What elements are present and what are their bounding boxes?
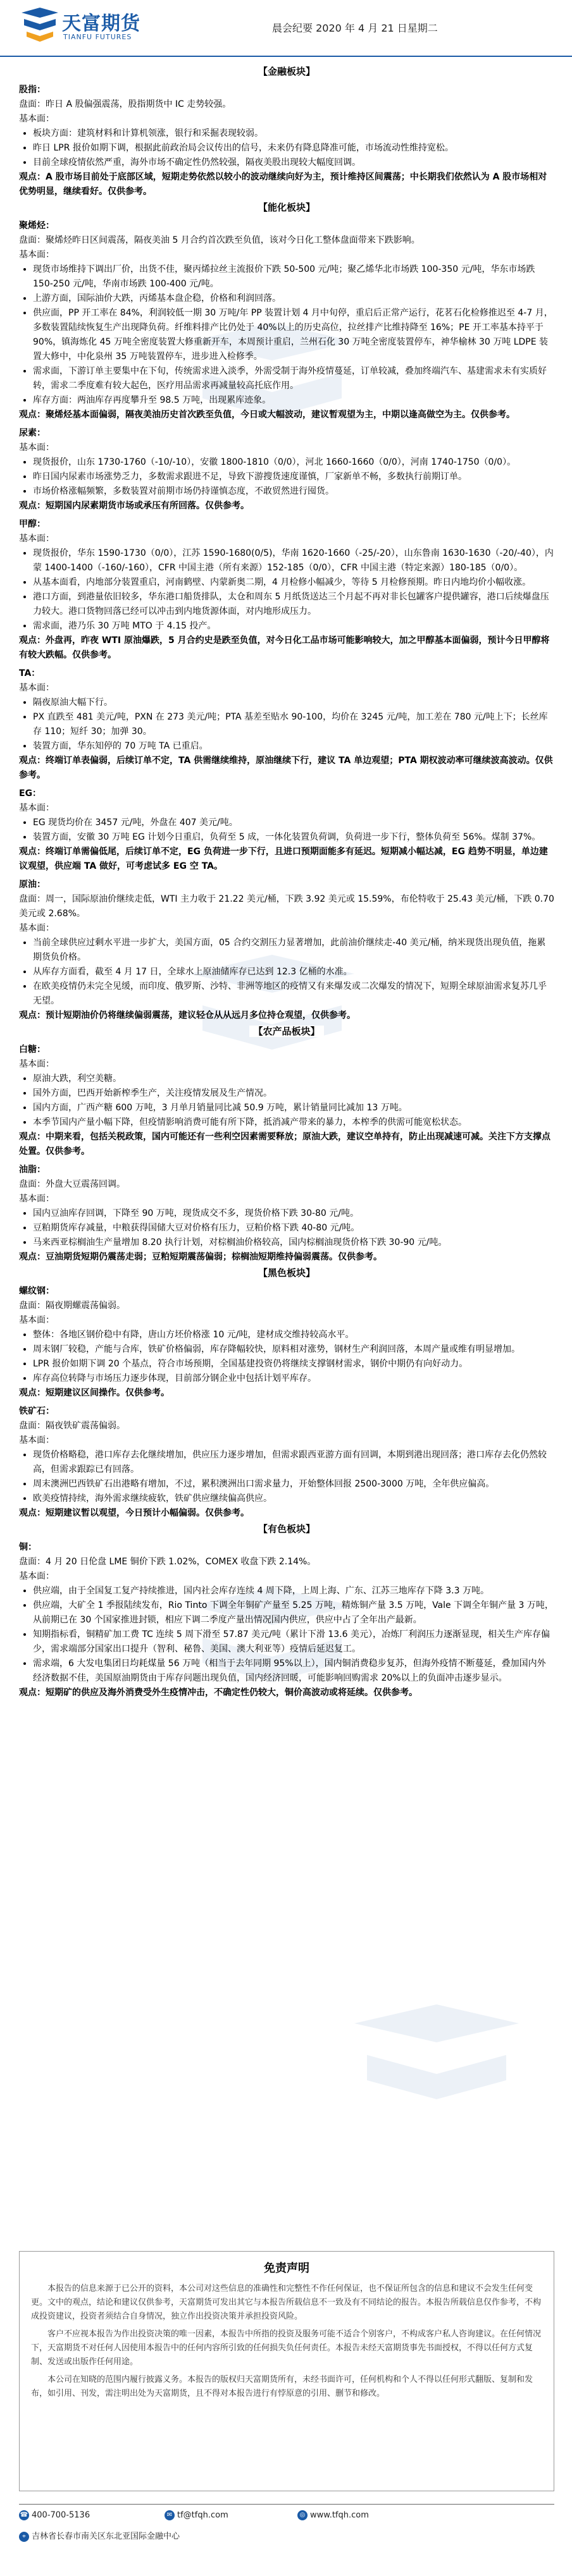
section-title-text: 【农产品板块】 (249, 1026, 323, 1037)
view-conclusion: 观点：终端订单表偏弱，后续订单不定，TA 供需继续维持，原油继续下行，建议 TA 单边观望；PTA 期权波动率可继续波高波动。仅供参考。 (19, 756, 553, 780)
report-body (19, 63, 554, 1700)
report-subtitle: 晨会纪要 2020 年 4 月 21 日星期二 (272, 22, 438, 34)
fundamentals-item: • 原油大跌，利空美糖。 (33, 1072, 554, 1086)
fundamentals-item: • 整体：各地区钢价稳中有降，唐山方坯价格涨 10 元/吨，建材成交维持较高水平。 (33, 1328, 554, 1342)
commodity-line: 基本面： (19, 923, 54, 933)
fundamentals-item: • 供应端，大矿全 1 季报陆续发布，Rio Tinto 下调全年铜矿产量至 5.25 万吨，精炼铜产量 3.5 万吨，Vale 下调全年铜产量 3 万吨，从前期已在 30 个国家推进封锁，相应下调二季度产量出情况国内供应，供应中占了全年出产最新。 (33, 1598, 554, 1628)
fundamentals-item: • 从库存方面看，截至 4 月 17 日，全球水上原油储库存已达到 12.3 亿桶的水准。 (33, 965, 554, 979)
logo (18, 5, 140, 51)
fundamentals-item: • 现货报价，山东 1730-1760（-10/-10），安徽 1800-1810（0/0），河北 1660-1660（0/0），河南 1740-1750（0/0）。 (33, 455, 554, 470)
commodity-line: 盘面：聚烯烃昨日区间震荡，隔夜美油 5 月合约首次跌至负值，该对今日化工整体盘面带来下跌影响。 (19, 235, 420, 245)
phone-text: 400-700-5136 (32, 2510, 90, 2520)
section-title-text: 【有色板块】 (254, 1523, 319, 1535)
commodity-line: 基本面： (19, 114, 54, 124)
fundamentals-item: • 装置方面，华东知停的 70 万吨 TA 已重启。 (33, 739, 554, 754)
footer-divider (19, 2504, 554, 2505)
fundamentals-list (19, 816, 554, 845)
commodity-line: 盘面：周一，国际原油价继续走低，WTI 主力收于 21.22 美元/桶，下跌 3.92 美元或 15.59%，布伦特收于 25.43 美元/桶，下跌 0.70 美元或 2.68%。 (19, 894, 554, 919)
commodity-heading: 股指： (19, 85, 46, 95)
header-divider (0, 56, 572, 57)
commodity-heading: 铜： (19, 1542, 37, 1552)
footer-address (19, 2529, 180, 2542)
footer-contacts (19, 2510, 554, 2529)
fundamentals-item: • 国内方面，广西产糖 600 万吨，3 月单月销量同比减 50.9 万吨，累计销量同比减加 13 万吨。 (33, 1101, 554, 1115)
disclaimer-paragraph: 客户不应视本报告为作出投资决策的唯一因素，本报告中所指的投资及服务可能不适合个别客户，不构成客户私人咨询建议。在任何情况下，天富期货不对任何人因使用本报告中的任何内容所引致的任何损失负任何责任。本报告未经天富期货事先书面授权，不得以任何方式复制、发送或出版作任何用途。 (31, 2329, 542, 2367)
commodity-line: 基本面： (19, 1571, 54, 1581)
footer-phone (19, 2510, 90, 2520)
commodity-line: 基本面： (19, 1315, 54, 1325)
fundamentals-item: • 周末澳洲巴西铁矿石出港略有增加，不过，累积澳洲出口需求量力，开始整体回报 2500-3000 万吨，全年供应偏高。 (33, 1477, 554, 1492)
fundamentals-item: • 当前全球供应过剩水平进一步扩大，美国方面，05 合约交割压力显著增加，此前油价继续走-40 美元/桶，纳米现货出现负值，拖累期货负价格。 (33, 936, 554, 965)
fundamentals-list (19, 1448, 554, 1506)
phone-icon: ☎ (19, 2510, 29, 2520)
commodity-line: 基本面： (19, 1194, 54, 1204)
commodity-heading: TA： (19, 668, 40, 678)
fundamentals-item: • 昨日国内尿素市场涨势乏力，多数需求跟进不足，导致下游搜货速度谨慎，厂家新单不畅，多数执行前期订单。 (33, 470, 554, 484)
disclaimer-paragraph: 本公司在知晓的范围内履行披露义务。本报告的版权归天富期货所有，未经书面许可，任何机构和个人不得以任何形式翻版、复制和发布，如引用、刊发，需注明出处为天富期货，且不得对本报告进行有悖原意的引用、删节和修改。 (31, 2375, 533, 2398)
fundamentals-item: • 现货价格略稳，港口库存去化继续增加，供应压力逐步增加，但需求跟西亚游方面有回调，本期到港出现回落；港口库存去化仍然较高，但需求跟踪已有回落。 (33, 1448, 554, 1477)
section-title-text: 【金融板块】 (254, 66, 319, 77)
fundamentals-list (19, 1072, 554, 1130)
website-text: www.tfqh.com (310, 2510, 369, 2520)
fundamentals-item: • 欧美疫情持续，海外需求继续疲软，铁矿供应继续偏高供应。 (33, 1492, 554, 1506)
commodity-line: 盘面：隔夜铁矿震荡偏弱。 (19, 1421, 125, 1431)
footer-website[interactable] (297, 2510, 369, 2520)
fundamentals-list (19, 936, 554, 1009)
commodity-line: 基本面： (19, 1059, 54, 1069)
disclaimer-paragraph: 本报告的信息来源于已公开的资料，本公司对这些信息的准确性和完整性不作任何保证，也不保证所包含的信息和建议不会发生任何变更。文中的观点，结论和建议仅供参考，天富期货可发出其它与本报告所载信息不一致及有不同结论的报告。本报告所载信息仅作参考，不构成投资建议，投资者须结合自身情况，独立作出投资决策并承担投资风险。 (31, 2284, 542, 2321)
commodity-heading: 油脂： (19, 1165, 46, 1175)
view-conclusion: 观点：中期来看，包括关税政策，国内可能还有一些利空因素需要释放；原油大跌，建议空单持有，防止出现减速可减。关注下方支撑点处置。仅供参考。 (19, 1132, 550, 1156)
fundamentals-item: • 库存高位转降与市场压力逐步体现，目前部分钢企业中包括计划平库存。 (33, 1371, 554, 1386)
commodity-line: 基本面： (19, 443, 54, 453)
fundamentals-item: • 本季节国内产量小幅下降，但疫情影响消费可能有所下降，抵消减产带来的暴力，本榨季的供需可能宽松状态。 (33, 1115, 554, 1130)
fundamentals-item: • 板块方面：建筑材料和计算机领涨，银行和采掘表现较弱。 (33, 126, 554, 141)
fundamentals-item: • 昨日 LPR 报价如期下调，根据此前政治局会议传出的信号，未来仍有降息降准可能，市场流动性维持宽松。 (33, 141, 554, 156)
view-conclusion: 观点：短期建议暂以观望，今日预计小幅偏弱。仅供参考。 (19, 1508, 249, 1518)
fundamentals-item: • 马来西亚棕榈油生产量增加 8.20 执行计划，对棕榈油价格较高，国内棕榈油现货价格下跌 30-90 元/吨。 (33, 1236, 554, 1250)
view-conclusion: 观点：终端订单需偏低尾，后续订单不定，EG 负荷进一步下行，且进口预期面能多有延迟。短期减小幅达减，EG 趋势不明显，单边建议观望，供应端 TA 做好，可考虑试多 EG 空 TA。 (19, 847, 548, 871)
fundamentals-item: • 现货市场维持下调出厂价，出货不佳，聚丙烯拉丝主流报价下跌 50-500 元/吨；聚乙烯华北市场跌 100-350 元/吨，华东市场跌 150-250 元/吨，华南市场跌 100-400 元/吨。 (33, 262, 554, 291)
fundamentals-item: • 需求端，6 大发电集团日均耗煤量 56 万吨（相当于去年同期 95%以上），国内铜消费稳步复苏，但海外疫情不断蔓延，叠加国内外经济数据不佳，美国原油期货由于库存问题出现负值，国内经济回暖，可能影响回购需求 20%以上的负面冲击逐步显示。 (33, 1657, 554, 1686)
fundamentals-item: • EG 现货均价在 3457 元/吨，外盘在 407 美元/吨。 (33, 816, 554, 830)
fundamentals-item: • 需求面，下游订单主要集中在下旬，传统需求进入淡季，外需受制于海外疫情蔓延，订单较减，叠加终端汽车、基建需求未有实质好转，需求二季度难有较大起色，医疗用品需求再减量较高托底作用。 (33, 364, 554, 393)
fundamentals-item: • PX 直跌至 481 美元/吨，PXN 在 273 美元/吨；PTA 基差至贴水 90-100，均价在 3245 元/吨，加工差在 780 元/吨上下；长丝库存 110；短纤 30；加弹 30。 (33, 710, 554, 739)
email-text: tf@tfqh.com (177, 2510, 228, 2520)
view-conclusion: 观点：预计短期油价仍将继续偏弱震荡，建议轻仓从从远月多位持仓观望，仅供参考。 (19, 1010, 356, 1021)
fundamentals-item: • 现货报价，华东 1590-1730（0/0），江苏 1590-1680(0/5)，华南 1620-1660（-25/-20），山东鲁南 1630-1630（-20/-40），内蒙 1400-1400（-160/-160），CFR 中国主港（所有来源）152-185（0/0），CFR 中国主港（特定来源）180-185（0/0）。 (33, 546, 554, 575)
fundamentals-item: • 目前全球疫情依然严重，海外市场不确定性仍然较强，隔夜美股出现较大幅度回调。 (33, 156, 554, 170)
header (0, 0, 572, 61)
fundamentals-item: • 豆粕期货库存减量，中粮获得国储大豆对价格有压力，豆粕价格下跌 40-80 元/吨。 (33, 1221, 554, 1236)
view-conclusion: 观点：短期矿的供应及海外消费受外生疫情冲击，不确定性仍较大，铜价高波动或将延续。仅供参考。 (19, 1688, 418, 1698)
commodity-heading: 铁矿石： (19, 1406, 54, 1416)
section-title-text: 【能化板块】 (254, 202, 319, 213)
fundamentals-item: • LPR 报价如期下调 20 个基点，符合市场预期，全国基建投资仍将继续支撑钢材需求，钢价中期仍有向好动力。 (33, 1357, 554, 1371)
commodity-line: 基本面： (19, 250, 54, 260)
fundamentals-item: • 国内豆油库存回调，下降至 90 万吨，现货成交不多，现货价格下跌 30-80 元/吨。 (33, 1206, 554, 1221)
disclaimer-title: 免责声明 (264, 2262, 309, 2275)
logo-en-text: TIANFU FUTURES (63, 33, 132, 41)
commodity-heading: 螺纹钢： (19, 1286, 54, 1296)
location-pin-icon: ⌖ (19, 2532, 29, 2542)
section-title (19, 64, 554, 79)
fundamentals-item: • 知期指标看，铜精矿加工费 TC 连续 5 周下滑至 57.87 美元/吨（累计下滑 13.6 美元），冶炼厂利润压力逐渐显现，相关生产库存偏少，需求端部分国家出口提升（智利、秘鲁、美国、澳大利亚等）疫情后延迟复工。 (33, 1628, 554, 1657)
commodity-heading: 白糖： (19, 1045, 46, 1055)
footer-email[interactable] (165, 2510, 228, 2520)
fundamentals-item: • 库存方面：两油库存再度攀升至 98.5 万吨，出现累库迹象。 (33, 393, 554, 408)
view-conclusion: 观点：聚烯烃基本面偏弱，隔夜美油历史首次跌至负值，今日或大幅波动，建议暂观望为主，中期以逢高做空为主。仅供参考。 (19, 410, 515, 420)
fundamentals-item: • 隔夜原油大幅下行。 (33, 696, 554, 710)
fundamentals-item: • 在欧美疫情仍未完全见缓，而印度、俄罗斯、沙特、非洲等地区的疫情又有来爆发或二次爆发的情况下，短期全球原油需求复苏几乎无望。 (33, 979, 554, 1009)
fundamentals-item: • 从基本面看，内地部分装置重启，河南鹤壁、内蒙新奥二期，4 月检修小幅减少，等待 5 月检修预期。昨日内地均价小幅收涨。 (33, 575, 554, 590)
commodity-line: 基本面： (19, 803, 54, 813)
section-title-text: 【黑色板块】 (254, 1267, 319, 1279)
commodity-line: 盘面：4 月 20 日伦盘 LME 铜价下跌 1.02%，COMEX 收盘下跌 2.14%。 (19, 1557, 316, 1567)
fundamentals-item: • 上游方面，国际油价大跌，丙烯基本盘企稳，价格和利润回落。 (33, 291, 554, 306)
section-title (19, 1024, 554, 1039)
fundamentals-item: • 供应端，由于全国复工复产持续推进，国内社会库存连续 4 周下降，上周上海、广东、江苏三地库存下降 3.3 万吨。 (33, 1584, 554, 1598)
footer (0, 2504, 572, 2567)
logo-cn-text: 天富期货 (62, 13, 140, 35)
commodity-line: 盘面：昨日 A 股偏强震荡，股指期货中 IC 走势较强。 (19, 99, 232, 109)
fundamentals-item: • 周末钢厂较稳，产能与合库，铁矿价格偏弱，库存降幅较快，原料相对涨势，钢材生产利润回落，本周产量或维有明显增加。 (33, 1342, 554, 1357)
commodity-heading: 原油： (19, 880, 46, 890)
fundamentals-list (19, 546, 554, 634)
commodity-heading: 尿素： (19, 428, 46, 438)
fundamentals-list (19, 262, 554, 408)
tianfu-logo-icon (18, 6, 62, 47)
fundamentals-item: • 供应面，PP 开工率在 84%，利润较低一期 30 万吨/年 PP 装置计划 4 月中旬停，重启后正常产运行，花茗石化检修推迟至 4-7 月，多数装置陆续恢复生产出现降负荷。纤维料排产比仍处于 40%以上的历史高位，拉丝排产比维持降至 16%；PE 开工率基本持平于 90%，镇海炼化 45 万吨全密度装置大修重新开车，本周预计重启，兰州石化 30 万吨全密度装置停车，神华榆林 30 万吨 LDPE 装置大修中，中化泉州 35 万吨装置停车，进步进入检修季。 (33, 306, 554, 364)
fundamentals-list (19, 696, 554, 754)
commodity-line: 基本面： (19, 534, 54, 544)
fundamentals-list (19, 1328, 554, 1386)
section-title (19, 200, 554, 215)
fundamentals-list (19, 126, 554, 170)
address-text: 吉林省长春市南关区东北亚国际金融中心 (32, 2532, 180, 2541)
email-icon: ✉ (165, 2510, 175, 2520)
view-conclusion: 观点：短期建议区间操作。仅供参考。 (19, 1388, 170, 1398)
commodity-line: 基本面： (19, 1435, 54, 1445)
commodity-heading: EG： (19, 788, 42, 799)
view-conclusion: 观点：短期国内尿素期货市场或承压有所回落。仅供参考。 (19, 501, 249, 511)
fundamentals-item: • 需求面，港乃乐 30 万吨 MTO 于 4.15 投产。 (33, 619, 554, 634)
section-title (19, 1266, 554, 1280)
fundamentals-item: • 市场价格涨幅频繁，多数装置对前期市场仍持谨慎态度，不敢贸然进行囤货。 (33, 484, 554, 499)
globe-icon: ◎ (297, 2510, 308, 2520)
view-conclusion: 观点：豆油期货短期仍震荡走弱；豆粕短期震荡偏弱；棕榈油短期维持偏弱震荡。仅供参考。 (19, 1252, 382, 1262)
commodity-line: 基本面： (19, 683, 54, 693)
fundamentals-item: • 国外方面，巴西开始新榨季生产，关注疫情发展及生产情况。 (33, 1086, 554, 1101)
fundamentals-list (19, 455, 554, 499)
commodity-heading: 甲醇： (19, 519, 46, 529)
disclaimer (19, 2251, 554, 2491)
watermark (329, 1998, 544, 2125)
section-title (19, 1522, 554, 1536)
commodity-line: 盘面：隔夜期螺震荡偏弱。 (19, 1301, 125, 1311)
view-conclusion: 观点：A 股市场目前处于底部区域，短期走势依然以较小的波动继续向好为主，预计维持区间震荡；中长期我们依然认为 A 股市场相对优势明显，继续看好。仅供参考。 (19, 172, 547, 197)
fundamentals-list (19, 1206, 554, 1250)
commodity-line: 盘面：外盘大豆震荡回调。 (19, 1179, 125, 1189)
fundamentals-item: • 港口方面，到港量依旧较多，华东港口船货排队，太仓和周东 5 月纸货送达三个月起不再对非长包罐客户提供罐容，港口后续爆盘压力较大。港口货物回落已经可以冲击到内地货源体面，对内地形成压力。 (33, 590, 554, 619)
view-conclusion: 观点：外盘再，昨夜 WTI 原油爆跌，5 月合约史是跌至负值，对今日化工品市场可能影响较大，加之甲醇基本面偏弱，预计今日甲醇将有较大跌幅。仅供参考。 (19, 635, 550, 660)
fundamentals-list (19, 1584, 554, 1686)
commodity-heading: 聚烯烃： (19, 221, 54, 231)
fundamentals-item: • 装置方面，安徽 30 万吨 EG 计划今日重启，负荷至 5 成，一体化装置负荷调，负荷进一步下行，整体负荷至 56%。煤制 37%。 (33, 830, 554, 845)
